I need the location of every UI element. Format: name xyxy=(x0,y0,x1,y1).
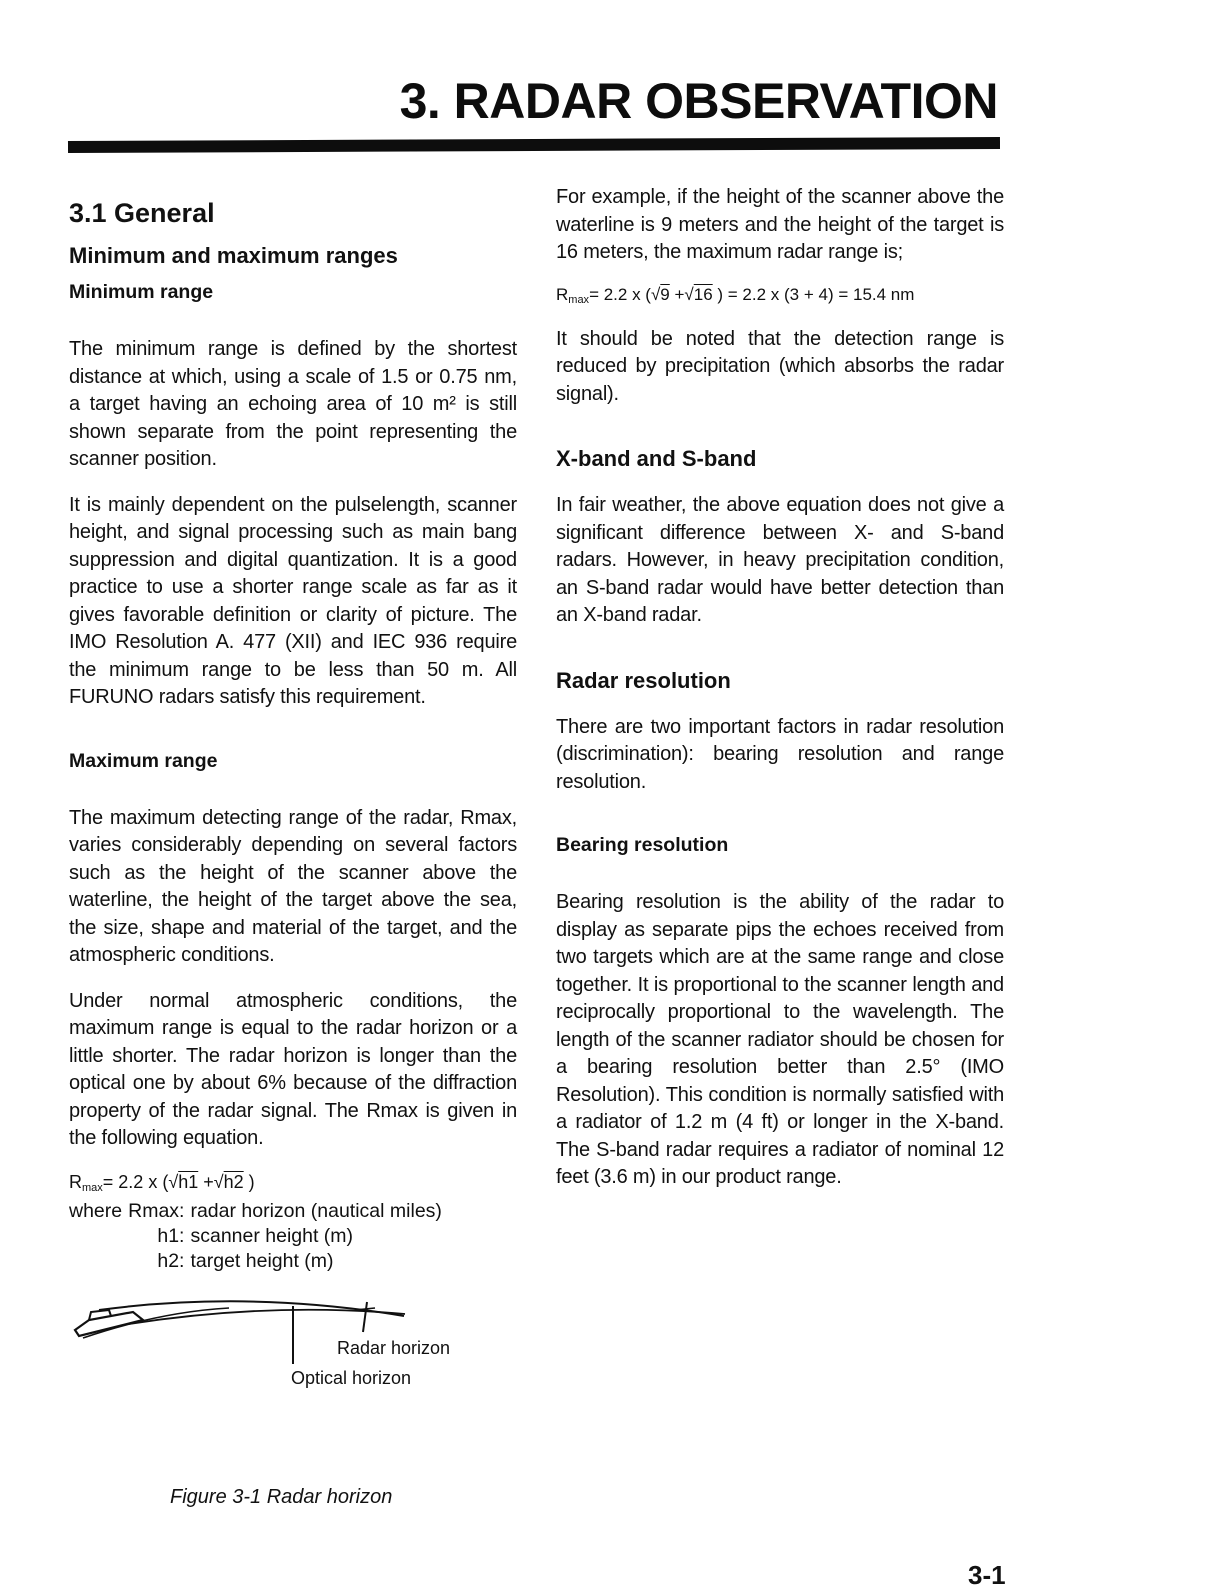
page-number: 3-1 xyxy=(968,1560,1006,1590)
radar-beam-curve xyxy=(99,1301,404,1316)
radar-horizon-label: Radar horizon xyxy=(337,1337,451,1358)
eq-r: R xyxy=(69,1171,82,1192)
def-lead: where xyxy=(69,1199,123,1222)
radar-horizon-figure xyxy=(69,1292,517,1392)
optical-horizon-label: Optical horizon xyxy=(291,1367,412,1388)
wave-curve xyxy=(83,1308,229,1338)
min-range-paragraph-1: The minimum range is defined by the shortest distance at which, using a scale of 1.5 or 0.75 nm, a target having an echoing area of 10 m² is still shown separate from the point representing the scanner position. xyxy=(69,338,517,470)
max-range-paragraph-2: Under normal atmospheric conditions, the maximum range is equal to the radar horizon or a little shorter. The radar horizon is longer than the optical one by about 6% because of the diffraction property of the radar signal. The Rmax is given in the following equation. xyxy=(69,989,517,1149)
def-lead xyxy=(69,1249,128,1274)
def-term: h1: xyxy=(157,1224,185,1247)
bearing-resolution-paragraph: Bearing resolution is the ability of the radar to display as separate pips the echoes received from two targets which are at the same range and close together. It is proportional to the scanner length and reciprocally proportional to the wavelength. The length of the scanner radiator should be chosen for a bearing resolution better than 2.5° (IMO Resolution). This condition is normally satisfied with a radiator of 1.2 m (4 ft) or longer in the X-band. The S-band radar requires a radiator of nominal 12 feet (3.6 m) in our product range. xyxy=(556,891,1004,1188)
right-column xyxy=(556,184,1004,1210)
definition-row xyxy=(69,1249,448,1274)
eq-plus: +√ xyxy=(198,1171,224,1192)
figure-caption: Figure 3-1 Radar horizon xyxy=(170,1486,393,1508)
title-rule xyxy=(68,137,1000,153)
ex-close: ) = 2.2 x (3 + 4) = 15.4 nm xyxy=(712,284,915,304)
definition-row xyxy=(69,1199,448,1224)
ex-plus: +√ xyxy=(669,284,694,304)
xs-band-heading: X-band and S-band xyxy=(556,446,757,471)
def-desc: target height (m) xyxy=(190,1249,334,1272)
definition-row xyxy=(69,1224,448,1249)
eq-h1: h1 xyxy=(178,1171,199,1192)
def-lead xyxy=(69,1224,128,1249)
ex-b: 16 xyxy=(693,284,713,304)
def-desc: radar horizon (nautical miles) xyxy=(190,1199,442,1222)
eq-sub: max xyxy=(82,1181,103,1194)
left-column xyxy=(69,190,517,1392)
min-range-paragraph-2: It is mainly dependent on the pulselength, scanner height, and signal processing such as main bang suppression and digital quantization. It is a good practice to use a shorter range scale as far as it gives favorable definition or clarity of picture. The IMO Resolution A. 477 (XII) and IEC 936 require the minimum range to be less than 50 m. All FURUNO radars satisfy this requirement. xyxy=(69,493,517,708)
subsection-title: Minimum and maximum ranges xyxy=(69,243,398,268)
def-term: h2: xyxy=(157,1249,185,1272)
xs-band-paragraph: In fair weather, the above equation does not give a significant difference between X- and S-band radars. However, in heavy precipitation condition, an S-band radar would have better detection than an X-band radar. xyxy=(556,494,1004,626)
eq-mid: = 2.2 x (√ xyxy=(102,1171,179,1192)
eq-h2: h2 xyxy=(223,1171,244,1192)
section-title: 3.1 General xyxy=(69,198,215,228)
ex-mid: = 2.2 x (√ xyxy=(589,284,661,304)
max-range-heading: Maximum range xyxy=(69,749,218,772)
radar-resolution-paragraph: There are two important factors in radar resolution (discrimination): bearing resolution and range resolution. xyxy=(556,715,1004,793)
rmax-equation xyxy=(69,1171,517,1199)
eq-close: ) xyxy=(243,1171,255,1192)
example-paragraph: For example, if the height of the scanner above the waterline is 9 meters and the height of the target is 16 meters, the maximum radar range is; xyxy=(556,186,1004,263)
equation-definitions xyxy=(69,1199,448,1274)
ex-r: R xyxy=(556,284,569,304)
chapter-title: 3. RADAR OBSERVATION xyxy=(399,73,998,129)
example-equation xyxy=(556,285,1004,306)
def-desc: scanner height (m) xyxy=(190,1224,354,1247)
note-paragraph: It should be noted that the detection range is reduced by precipitation (which absorbs the radar signal). xyxy=(556,327,1004,405)
bearing-resolution-heading: Bearing resolution xyxy=(556,834,729,856)
radar-resolution-heading: Radar resolution xyxy=(556,667,731,693)
ex-a: 9 xyxy=(660,284,670,304)
min-range-heading: Minimum range xyxy=(69,281,214,303)
max-range-paragraph-1: The maximum detecting range of the radar, Rmax, varies considerably depending on several factors such as the height of the scanner above the waterline, the height of the target above the sea, the size, shape and material of the target, and the atmospheric conditions. xyxy=(69,806,517,966)
ex-sub: max xyxy=(568,293,590,306)
radar-horizon-marker xyxy=(363,1302,367,1332)
def-term: Rmax: xyxy=(128,1199,185,1222)
